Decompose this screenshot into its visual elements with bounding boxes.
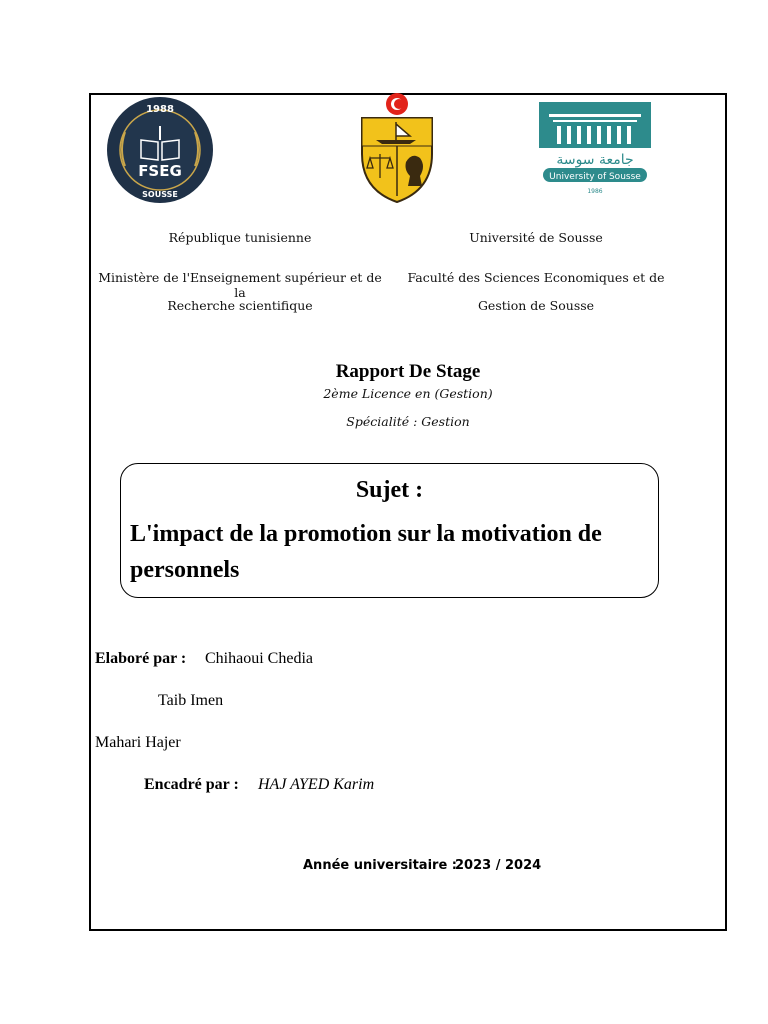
supervisor-label: Encadré par :	[144, 776, 239, 793]
academic-year-value: 2023 / 2024	[455, 858, 542, 873]
subject-label: Sujet :	[355, 477, 424, 503]
supervisor-name: HAJ AYED Karim	[258, 776, 375, 793]
header-faculty-city: Gestion de Sousse	[477, 298, 595, 313]
university-sousse-logo	[535, 100, 655, 202]
report-specialty: Spécialité : Gestion	[346, 414, 470, 429]
header-faculty: Faculté des Sciences Economiques et de	[407, 270, 665, 285]
author-name: Taib Imen	[158, 692, 224, 709]
header-research: Recherche scientifique	[167, 298, 313, 313]
svg-text:SOUSSE: SOUSSE	[142, 190, 178, 199]
header-university: Université de Sousse	[469, 230, 603, 245]
svg-text:University of Sousse: University of Sousse	[549, 172, 641, 182]
svg-text:1988: 1988	[146, 104, 174, 115]
subject-line-2: personnels	[130, 557, 240, 583]
report-level: 2ème Licence en (Gestion)	[323, 386, 493, 401]
tunisia-coat-of-arms	[356, 92, 438, 204]
author-name: Mahari Hajer	[95, 734, 181, 751]
subject-line-1: L'impact de la promotion sur la motivation de	[130, 521, 602, 547]
header-republic: République tunisienne	[168, 230, 312, 245]
svg-text:1986: 1986	[587, 188, 603, 195]
report-title: Rapport De Stage	[335, 361, 481, 382]
header-ministry: Ministère de l'Enseignement supérieur et de la	[98, 270, 382, 300]
svg-text:FSEG: FSEG	[138, 162, 182, 180]
svg-text:جامعة سوسة: جامعة سوسة	[556, 152, 634, 168]
academic-year-label: Année universitaire :	[303, 858, 457, 873]
fseg-logo	[103, 96, 217, 204]
authors-label: Elaboré par :	[95, 650, 187, 667]
author-name: Chihaoui Chedia	[205, 650, 313, 667]
